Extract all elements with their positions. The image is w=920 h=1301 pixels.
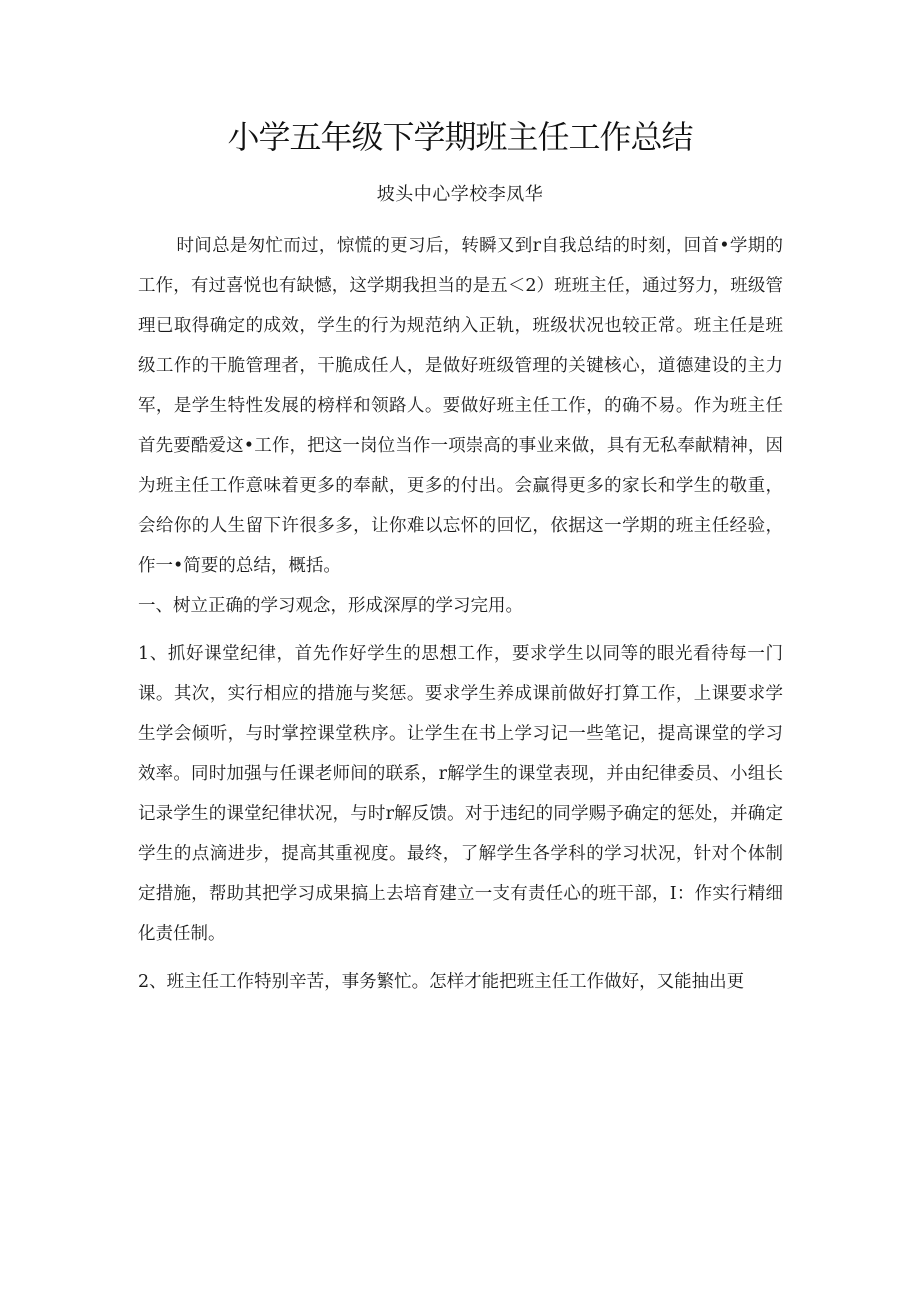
paragraph-intro: 时间总是匆忙而过，惊慌的更习后，转瞬又到r自我总结的时刻，回首•学期的工作，有过喜悦也有缺憾，这学期我担当的是五＜2）班班主任，通过努力，班级管理已取得确定的成效，学生的行为规范纳入正轨，班级状况也较正常。班主任是班级工作的干脆管理者，干脆成任人，是做好班级管理的关键核心，道德建设的主力军，是学生特性发展的榜样和领路人。要做好班主任工作，的确不易。作为班主任首先要酷爱这•工作，把这一岗位当作一项崇高的事业来做，具有无私奉献精神，因为班主任工作意味着更多的奉献，更多的付出。会赢得更多的家长和学生的敬重，会给你的人生留下许很多多，让你难以忘怀的回忆，依据这一学期的班主任经验，作一•简要的总结，概括。 <box>138 236 783 576</box>
document-title: 小学五年级下学期班主任工作总结 <box>227 118 693 156</box>
section-heading-1: 一、树立正确的学习观念，形成深厚的学习完用。 <box>138 596 523 616</box>
document-author: 坡头中心学校李凤华 <box>376 184 544 205</box>
document-body <box>138 226 783 1002</box>
paragraph-item-1: 1、抓好课堂纪律，首先作好学生的思想工作，要求学生以同等的眼光看待每一门课。其次，实行相应的措施与奖惩。要求学生养成课前做好打算工作，上课要求学生学会倾听，与时掌控课堂秩序。让学生在书上学习记一些笔记，提高课堂的学习效率。同时加强与任课老师间的联系，r解学生的课堂表现，并由纪律委员、小组长记录学生的课堂纪律状况，与时r解反馈。对于违纪的同学赐予确定的惩处，并确定学生的点滴进步，提高其重视度。最终，了解学生各学科的学习状况，针对个体制定措施，帮助其把学习成果搞上去培育建立一支有责任心的班干部，I：作实行精细化责任制。 <box>138 644 783 944</box>
paragraph-item-2: 2、班主任工作特别辛苦，事务繁忙。怎样才能把班主任工作做好，又能抽出更 <box>138 972 745 992</box>
